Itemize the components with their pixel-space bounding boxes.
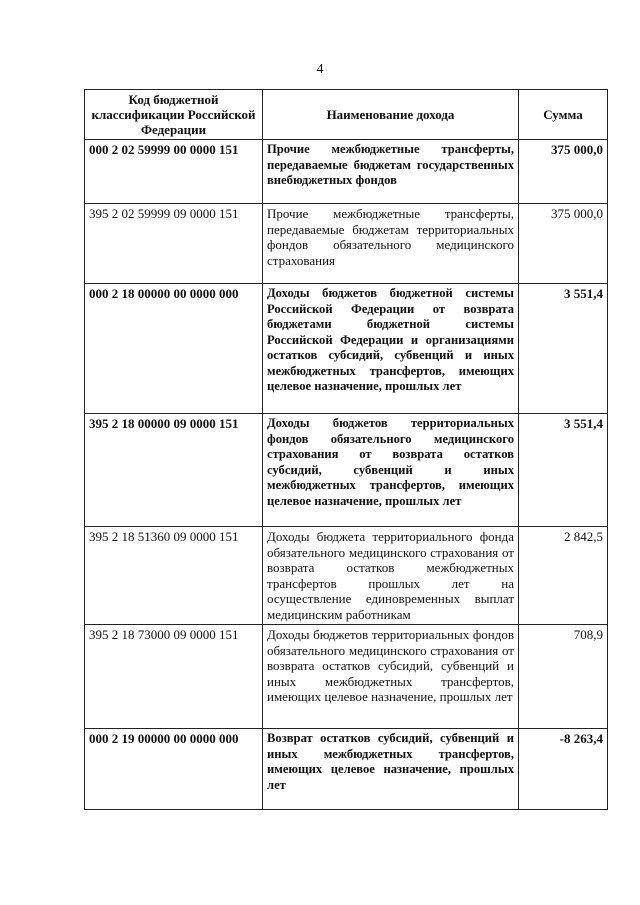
row-sum: 2 842,5 [519,527,608,625]
header-sum: Сумма [519,90,608,140]
row-code: 395 2 18 73000 09 0000 151 [85,625,263,729]
row-code: 000 2 18 00000 00 0000 000 [85,284,263,414]
row-code: 395 2 18 51360 09 0000 151 [85,527,263,625]
row-name: Доходы бюджетов территориальных фондов обязательного медицинского страхования от возврата остатков субсидий, субвенций и иных межбюджетных трансфертов, имеющих целевое назначение, прошлых лет [263,414,519,527]
table-row [85,204,608,284]
row-name: Доходы бюджетов территориальных фондов обязательного медицинского страхования от возврата остатков субсидий, субвенций и иных межбюджетных трансфертов, имеющих целевое назначение, прошлых лет [263,625,519,729]
row-name: Прочие межбюджетные трансферты, передаваемые бюджетам территориальных фондов обязательного медицинского страхования [263,204,519,284]
page-number: 4 [316,62,324,77]
row-sum: 708,9 [519,625,608,729]
row-name: Возврат остатков субсидий, субвенций и иных межбюджетных трансфертов, имеющих целевое назначение, прошлых лет [263,729,519,810]
row-sum: 3 551,4 [519,284,608,414]
row-name: Прочие межбюджетные трансферты, передаваемые бюджетам государственных внебюджетных фондов [263,140,519,204]
table-row [85,140,608,204]
row-sum: 375 000,0 [519,140,608,204]
row-name: Доходы бюджета территориального фонда обязательного медицинского страхования от возврата остатков межбюджетных трансфертов прошлых лет на осуществление единовременных выплат медицинским работникам [263,527,519,625]
header-name: Наименование дохода [263,90,519,140]
row-code: 395 2 18 00000 09 0000 151 [85,414,263,527]
table-row [85,729,608,810]
table-header-row [85,90,608,140]
row-sum: 375 000,0 [519,204,608,284]
row-sum: -8 263,4 [519,729,608,810]
row-name: Доходы бюджетов бюджетной системы Российской Федерации от возврата бюджетами бюджетной системы Российской Федерации и организациями остатков субсидий, субвенций и иных межбюджетных трансфертов, имеющих целевое назначение, прошлых лет [263,284,519,414]
table-row [85,284,608,414]
table-row [85,414,608,527]
table-row [85,625,608,729]
row-code: 395 2 02 59999 09 0000 151 [85,204,263,284]
row-sum: 3 551,4 [519,414,608,527]
row-code: 000 2 19 00000 00 0000 000 [85,729,263,810]
header-code: Код бюджетной классификации Российской Федерации [85,90,263,140]
table-row [85,527,608,625]
row-code: 000 2 02 59999 00 0000 151 [85,140,263,204]
budget-revenue-table [84,89,608,810]
